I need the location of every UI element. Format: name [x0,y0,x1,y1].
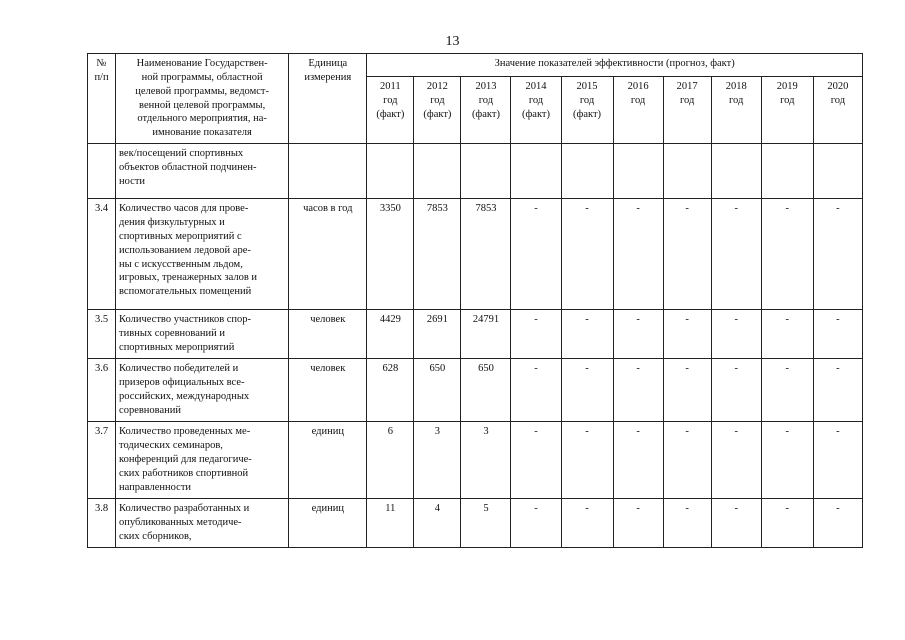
table-row [88,359,863,422]
value-cell: - [561,499,613,548]
row-number-cell: 3.4 [88,199,116,310]
header-name-line: имнование показателя [152,127,252,139]
header-unit-line: измерения [304,71,352,83]
value-cell: 2691 [414,310,461,359]
header-year-line: 2015 [576,81,598,93]
header-num-line: № [96,58,107,69]
indicator-name-cell [116,422,289,499]
header-year-line: (факт) [423,108,452,120]
value-cell: - [561,199,613,310]
value-cell: 7853 [461,199,511,310]
header-year-line: год [679,94,695,106]
value-cell: - [663,199,711,310]
unit-cell: единиц [289,422,367,499]
value-cell [461,144,511,199]
header-year-line: год [383,94,398,106]
value-cell: 24791 [461,310,511,359]
header-year-line: год [630,94,646,106]
value-cell: - [663,422,711,499]
indicator-name-line: спортивных мероприятий с [119,230,242,242]
value-cell: - [711,422,761,499]
header-name-line: Наименование Государствен- [136,58,268,69]
value-cell: - [663,359,711,422]
value-cell: - [663,499,711,548]
header-name-line: венной целевой программы, [139,99,266,111]
header-year-line: год [830,94,846,106]
table-row [88,499,863,548]
header-values-group: Значение показателей эффективности (прогноз, факт) [367,54,863,77]
value-cell: 5 [461,499,511,548]
value-cell: - [561,422,613,499]
value-cell: - [511,199,561,310]
header-name-cell [116,54,289,144]
header-year-line: (факт) [376,108,405,120]
value-cell [613,144,663,199]
indicator-name-line: российских, международных [119,390,250,402]
value-cell: - [511,499,561,548]
indicators-table [87,53,863,548]
value-cell [711,144,761,199]
indicator-name-line: вспомогательных помещений [119,286,252,298]
value-cell: 3350 [367,199,414,310]
indicator-name-line: Количество победителей и [119,363,239,375]
value-cell: 3 [461,422,511,499]
value-cell: - [813,359,862,422]
indicator-name-line: спортивных мероприятий [119,341,235,353]
indicator-name-line: ны с искусственным льдом, [119,258,243,270]
indicator-name-line: использованием ледовой аре- [119,244,251,256]
header-year-line: год [430,94,445,106]
header-year-cell [414,77,461,144]
header-year-cell [711,77,761,144]
indicator-name-line: соревнований [119,404,182,416]
indicator-name-line: ских сборников, [119,530,192,542]
value-cell: - [761,310,813,359]
header-unit-cell [289,54,367,144]
value-cell: - [761,499,813,548]
header-year-line: год [579,94,595,106]
row-number-cell: 3.7 [88,422,116,499]
header-year-line: 2011 [380,81,401,93]
header-year-cell [813,77,862,144]
indicator-name-line: тодических семинаров, [119,440,223,452]
unit-cell: человек [289,359,367,422]
indicator-name-line: ских работников спортивной [119,467,249,479]
table-row [88,310,863,359]
value-cell [663,144,711,199]
value-cell: - [711,199,761,310]
value-cell: 11 [367,499,414,548]
unit-cell [289,144,367,199]
row-number-cell: 3.5 [88,310,116,359]
header-year-cell [461,77,511,144]
value-cell [367,144,414,199]
value-cell: 650 [461,359,511,422]
header-unit-line: Единица [308,58,348,69]
header-year-line: год [780,94,795,106]
value-cell: 650 [414,359,461,422]
indicator-name-line: дения физкультурных и [119,217,225,229]
indicator-name-cell [116,359,289,422]
header-year-line: год [528,94,544,106]
header-year-line: год [729,94,744,106]
header-year-line: 2019 [776,81,798,93]
header-num-cell [88,54,116,144]
header-year-line: (факт) [573,108,602,120]
value-cell: - [711,359,761,422]
header-year-line: 2017 [676,81,698,93]
indicator-name-cell [116,144,289,199]
value-cell: - [813,310,862,359]
header-name-line: ной программы, областной [141,71,263,83]
value-cell: - [761,359,813,422]
value-cell: - [761,422,813,499]
header-year-line: 2013 [475,81,497,93]
value-cell [511,144,561,199]
value-cell [813,144,862,199]
indicator-name-cell [116,310,289,359]
indicator-name-cell [116,199,289,310]
indicator-name-line: Количество проведенных ме- [119,426,251,438]
header-year-line: 2020 [827,81,849,93]
value-cell: - [613,310,663,359]
row-number-cell: 3.8 [88,499,116,548]
value-cell: 628 [367,359,414,422]
value-cell: - [511,422,561,499]
indicator-name-cell [116,499,289,548]
header-year-cell [561,77,613,144]
header-year-cell [761,77,813,144]
indicator-name-line: направленности [119,481,192,493]
header-name-line: целевой программы, ведомст- [135,85,269,97]
indicator-name-line: век/посещений спортивных [119,148,244,160]
header-year-cell [511,77,561,144]
header-year-cell [367,77,414,144]
unit-cell: единиц [289,499,367,548]
header-year-line: (факт) [471,108,500,120]
value-cell: 4 [414,499,461,548]
header-year-line: 2014 [525,81,547,93]
value-cell: - [613,422,663,499]
page-number: 13 [445,34,460,49]
table-row [88,144,863,199]
value-cell: - [813,499,862,548]
row-number-cell [88,144,116,199]
value-cell: 7853 [414,199,461,310]
value-cell: 4429 [367,310,414,359]
value-cell: - [813,422,862,499]
value-cell: - [511,310,561,359]
header-year-line: 2018 [725,81,747,93]
header-year-line: (факт) [521,108,550,120]
value-cell: - [613,499,663,548]
value-cell: 6 [367,422,414,499]
unit-cell: человек [289,310,367,359]
table-row [88,422,863,499]
header-year-cell [663,77,711,144]
value-cell: - [613,199,663,310]
indicator-name-line: игровых, тренажерных залов и [119,272,258,284]
table-body [88,144,863,548]
value-cell [414,144,461,199]
header-row-1 [88,54,863,77]
indicator-name-line: Количество разработанных и [119,503,250,515]
indicator-name-line: ности [119,175,146,187]
row-number-cell: 3.6 [88,359,116,422]
value-cell: - [511,359,561,422]
value-cell: 3 [414,422,461,499]
header-name-line: отдельного мероприятия, на- [137,113,267,125]
value-cell [561,144,613,199]
indicator-name-line: конференций для педагогиче- [119,453,252,465]
value-cell: - [711,310,761,359]
indicator-name-line: Количество участников спор- [119,314,252,326]
value-cell: - [663,310,711,359]
header-year-cell [613,77,663,144]
header-year-line: 2012 [426,81,448,93]
indicator-name-line: призеров официальных все- [119,377,245,389]
header-year-line: 2016 [627,81,649,93]
value-cell: - [613,359,663,422]
header-year-line: год [478,94,494,106]
value-cell: - [561,310,613,359]
value-cell: - [561,359,613,422]
header-num-line: п/п [94,71,109,83]
indicator-name-line: опубликованных методиче- [119,517,242,529]
indicator-name-line: объектов областной подчинен- [119,162,257,174]
value-cell: - [761,199,813,310]
indicator-name-line: тивных соревнований и [119,328,225,340]
table-row [88,199,863,310]
unit-cell: часов в год [289,199,367,310]
value-cell [761,144,813,199]
value-cell: - [813,199,862,310]
value-cell: - [711,499,761,548]
indicator-name-line: Количество часов для прове- [119,203,249,215]
